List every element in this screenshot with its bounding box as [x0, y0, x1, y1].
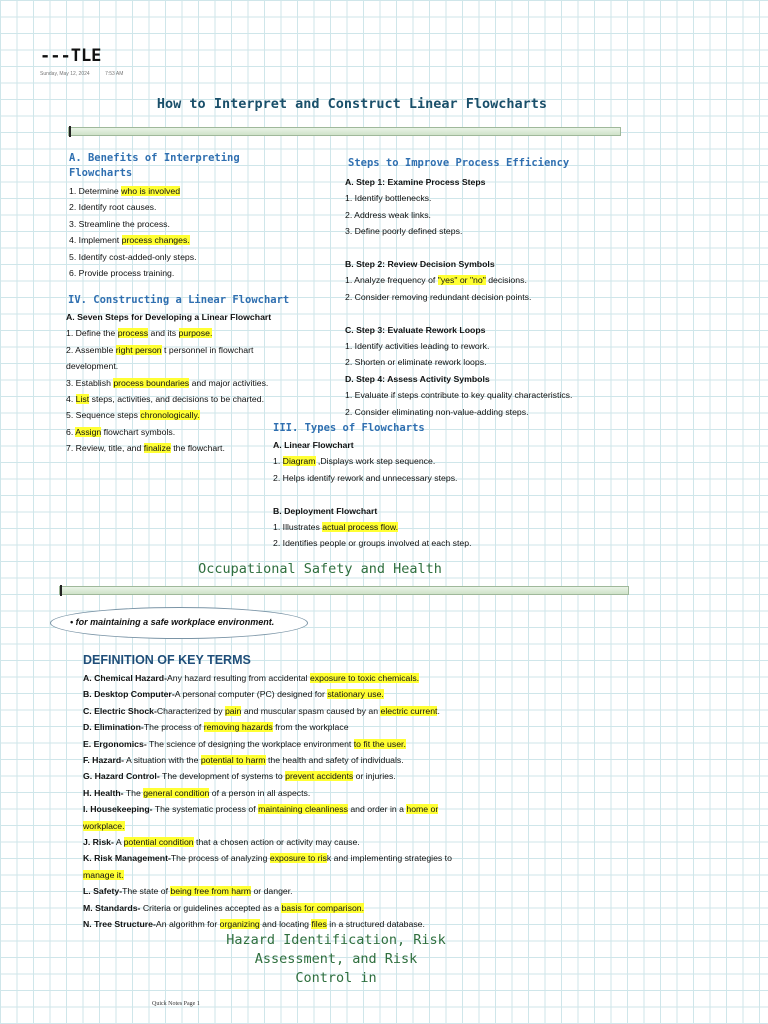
text-segment: 2. Consider eliminating non-value-adding steps.	[345, 406, 529, 417]
text-segment: 5. Sequence steps	[66, 410, 141, 421]
text-segment: The systematic process of	[152, 804, 259, 815]
benefits-heading-line1: A. Benefits of Interpreting	[69, 152, 240, 164]
highlighted-text: chronologically.	[140, 410, 200, 421]
text-segment: 4.	[66, 394, 76, 405]
list-item	[83, 670, 513, 686]
title-divider	[68, 127, 621, 136]
highlighted-text: potential condition	[123, 837, 194, 848]
list-item	[66, 309, 326, 325]
list-item	[345, 256, 645, 272]
text-segment: 3. Streamline the process.	[69, 218, 170, 229]
list-item	[66, 391, 326, 407]
bold-label: E. Ergonomics-	[83, 738, 147, 749]
list-item	[345, 354, 645, 370]
text-segment: t personnel in flowchart	[161, 344, 254, 355]
text-segment: and locating	[259, 919, 312, 930]
text-segment: Any hazard resulting from accidental	[167, 673, 310, 683]
text-segment: 1. Illustrates	[273, 522, 323, 533]
text-segment: 1. Define the	[66, 328, 118, 339]
text-segment: and order in a	[347, 804, 407, 815]
text-segment: development.	[66, 361, 119, 372]
highlighted-text: potential to harm	[200, 755, 266, 766]
list-item	[69, 232, 319, 248]
bottom-heading-line1: Hazard Identification, Risk	[226, 932, 446, 948]
highlighted-text: Diagram	[282, 456, 316, 467]
highlighted-text: process changes.	[121, 235, 190, 246]
highlighted-text: process boundaries	[113, 377, 190, 388]
list-item	[273, 486, 573, 502]
text-segment: A situation with the	[124, 755, 201, 766]
bold-label: C. Step 3: Evaluate Rework Loops	[345, 324, 486, 335]
list-item	[273, 519, 573, 535]
bold-label: A. Linear Flowchart	[273, 440, 354, 450]
text-segment: 2. Assemble	[66, 344, 116, 355]
text-segment: steps, activities, and decisions to be charted.	[89, 394, 265, 405]
text-segment: and major activities.	[189, 377, 269, 388]
bold-label: A. Seven Steps for Developing a Linear Flowchart	[66, 312, 272, 322]
note-date-value: Sunday, May 12, 2024	[40, 71, 90, 77]
text-segment: 6. Provide process training.	[69, 268, 175, 279]
bold-label: I. Housekeeping-	[83, 804, 153, 815]
benefits-heading-line2: Flowcharts	[69, 167, 133, 179]
list-item	[345, 207, 645, 223]
text-segment: that a chosen action or activity may cause.	[193, 837, 360, 848]
bold-label: A. Chemical Hazard-	[83, 673, 168, 683]
text-segment: A personal computer (PC) designed for	[174, 689, 328, 700]
highlighted-text: general condition	[143, 787, 210, 798]
highlighted-text: home or	[406, 804, 439, 815]
efficiency-list	[345, 174, 645, 420]
bold-label: A. Step 1: Examine Process Steps	[345, 177, 486, 187]
list-item	[345, 322, 645, 338]
text-segment: .	[437, 705, 440, 716]
list-item	[345, 305, 645, 321]
list-item	[345, 174, 645, 190]
highlighted-text: purpose.	[178, 328, 213, 339]
list-item	[83, 801, 513, 817]
bottom-heading-line2: Assessment, and Risk Control in	[254, 951, 418, 986]
highlighted-text: prevent accidents	[285, 771, 354, 782]
text-segment: The process of analyzing	[170, 853, 270, 864]
highlighted-text: actual process flow.	[322, 522, 399, 533]
list-item	[345, 289, 645, 305]
text-segment: 5. Identify cost-added-only steps.	[69, 251, 197, 262]
bold-label: F. Hazard-	[83, 755, 125, 766]
bold-label: G. Hazard Control-	[83, 771, 160, 782]
bold-label: N. Tree Structure-	[83, 919, 156, 930]
list-item	[83, 883, 513, 899]
text-segment: 2. Shorten or eliminate rework loops.	[345, 357, 487, 368]
text-segment: 1.	[273, 456, 283, 467]
list-item	[345, 338, 645, 354]
highlighted-text: pain	[224, 705, 242, 716]
highlighted-text: List	[75, 394, 90, 405]
list-item	[345, 223, 645, 239]
bold-label: M. Standards-	[83, 902, 141, 913]
list-item	[83, 686, 513, 702]
text-segment: from the workplace	[272, 722, 349, 733]
text-segment: 2. Identify root causes.	[69, 202, 157, 213]
list-item	[69, 216, 319, 232]
oval-text: • for maintaining a safe workplace environment.	[70, 617, 275, 627]
definitions-list	[83, 670, 513, 933]
bold-label: D. Elimination-	[83, 722, 144, 733]
list-item	[83, 752, 513, 768]
note-time-value: 7:53 AM	[105, 71, 124, 77]
bold-label: L. Safety-	[83, 886, 123, 897]
constructing-heading: IV. Constructing a Linear Flowchart	[68, 294, 290, 306]
list-item	[83, 719, 513, 735]
text-segment: The development of systems to	[159, 771, 286, 782]
list-item	[66, 358, 326, 374]
benefits-heading	[69, 151, 240, 181]
text-segment: 1. Identify bottlenecks.	[345, 193, 432, 204]
text-segment: flowchart symbols.	[101, 426, 176, 437]
list-item	[83, 867, 513, 883]
highlighted-text: finalize	[143, 443, 171, 454]
bottom-heading	[226, 931, 446, 988]
bold-label: B. Desktop Computer-	[83, 689, 175, 700]
list-item	[83, 785, 513, 801]
highlighted-text: to fit the user.	[353, 738, 406, 749]
text-segment: ,Displays work step sequence.	[315, 456, 436, 467]
text-segment: 1. Determine	[69, 186, 122, 196]
text-segment: 1. Evaluate if steps contribute to key quality characteristics.	[345, 390, 573, 401]
text-segment: 2. Identifies people or groups involved at each step.	[273, 538, 472, 549]
list-item	[69, 183, 319, 199]
text-segment: the health and safety of individuals.	[265, 755, 404, 766]
highlighted-text: basis for comparison.	[281, 902, 365, 913]
highlighted-text: workplace.	[83, 820, 125, 831]
text-segment: of a person in all aspects.	[209, 787, 311, 798]
bold-label: B. Deployment Flowchart	[273, 505, 378, 516]
list-item	[345, 371, 645, 387]
list-item	[69, 249, 319, 265]
page-footer: Quick Notes Page 1	[152, 1001, 200, 1007]
highlighted-text: organizing	[219, 919, 260, 930]
list-item	[345, 240, 645, 256]
highlighted-text: stationary use.	[327, 689, 384, 700]
list-item	[66, 375, 326, 391]
text-segment: 4. Implement	[69, 235, 122, 246]
text-segment: Characterized by	[156, 705, 225, 716]
text-segment: Criteria or guidelines accepted as a	[140, 902, 282, 913]
text-segment: A	[113, 837, 124, 848]
text-segment: 2. Helps identify rework and unnecessary steps.	[273, 472, 458, 483]
text-segment: and muscular spasm caused by an	[241, 705, 381, 716]
text-segment: The	[123, 787, 144, 798]
list-item	[345, 190, 645, 206]
osh-divider	[59, 586, 629, 595]
list-item	[345, 272, 645, 288]
text-segment: 6.	[66, 426, 76, 437]
text-segment: or injuries.	[353, 771, 396, 782]
highlighted-text: exposure to ris	[269, 853, 327, 864]
list-item	[273, 437, 573, 453]
list-item	[69, 199, 319, 215]
note-title: ---TLE	[40, 46, 102, 66]
highlighted-text: electric current	[380, 705, 438, 716]
text-segment: An algorithm for	[155, 919, 220, 930]
list-item	[273, 535, 573, 551]
list-item	[273, 503, 573, 519]
text-segment: The science of designing the workplace environment	[146, 738, 354, 749]
bold-label: B. Step 2: Review Decision Symbols	[345, 259, 495, 270]
list-item	[66, 342, 326, 358]
bold-label: H. Health-	[83, 787, 124, 798]
highlighted-text: being free from harm	[170, 886, 252, 897]
definitions-heading: DEFINITION OF KEY TERMS	[83, 653, 251, 667]
text-segment: 3. Define poorly defined steps.	[345, 226, 463, 237]
list-item	[66, 325, 326, 341]
text-segment: The state of	[122, 886, 171, 897]
osh-title: Occupational Safety and Health	[198, 561, 442, 577]
list-item	[273, 470, 573, 486]
bold-label: D. Step 4: Assess Activity Symbols	[345, 373, 490, 384]
list-item	[345, 404, 645, 420]
highlighted-text: who is involved	[121, 186, 181, 196]
highlighted-text: right person	[115, 344, 162, 355]
bold-label: J. Risk-	[83, 837, 114, 848]
highlighted-text: manage it.	[83, 869, 124, 880]
highlighted-text: "yes" or "no"	[437, 275, 486, 286]
list-item	[83, 703, 513, 719]
list-item	[83, 850, 513, 866]
text-segment: in a structured database.	[326, 919, 425, 930]
text-segment: or danger.	[251, 886, 293, 897]
text-segment: 1. Identify activities leading to rework.	[345, 341, 490, 352]
text-segment: 2. Consider removing redundant decision points.	[345, 291, 532, 302]
efficiency-heading: Steps to Improve Process Efficiency	[348, 157, 570, 169]
highlighted-text: exposure to toxic chemicals.	[309, 673, 420, 683]
highlighted-text: maintaining cleanliness	[258, 804, 348, 815]
text-segment: decisions.	[485, 275, 527, 286]
bold-label: K. Risk Management-	[83, 853, 171, 864]
list-item	[83, 900, 513, 916]
bold-label: C. Electric Shock-	[83, 705, 157, 716]
text-segment: 2. Address weak links.	[345, 209, 431, 220]
list-item	[83, 736, 513, 752]
text-segment: 7. Review, title, and	[66, 443, 144, 454]
types-heading: III. Types of Flowcharts	[273, 422, 425, 434]
list-item	[83, 818, 513, 834]
text-segment: k and implementing strategies to	[326, 853, 452, 864]
highlighted-text: files	[311, 919, 327, 930]
text-segment: 1. Analyze frequency of	[345, 275, 438, 286]
text-segment: the flowchart.	[170, 443, 225, 454]
list-item	[69, 265, 319, 281]
list-item	[273, 453, 573, 469]
highlighted-text: process	[117, 328, 149, 339]
types-list	[273, 437, 573, 552]
benefits-list	[69, 183, 319, 281]
list-item	[83, 834, 513, 850]
main-title: How to Interpret and Construct Linear Flowcharts	[156, 96, 548, 112]
text-segment: 3. Establish	[66, 377, 114, 388]
note-date	[40, 71, 123, 77]
text-segment: The process of	[143, 722, 204, 733]
text-segment: and its	[148, 328, 179, 339]
list-item	[83, 768, 513, 784]
list-item	[345, 387, 645, 403]
highlighted-text: removing hazards	[203, 722, 273, 733]
highlighted-text: Assign	[75, 426, 102, 437]
